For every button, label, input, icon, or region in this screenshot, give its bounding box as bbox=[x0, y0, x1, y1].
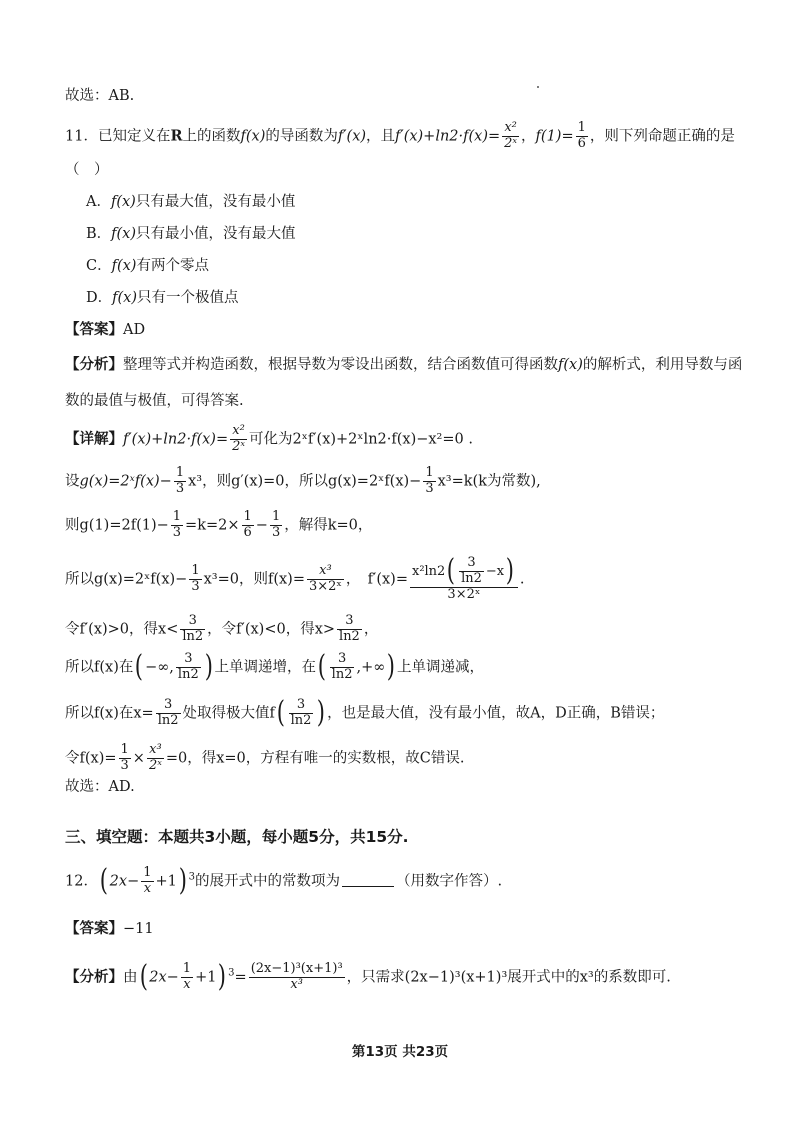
right-paren: ) bbox=[204, 649, 213, 685]
right-paren: ) bbox=[317, 695, 326, 731]
fraction-1-over-x: $\frac{1}{x}$ bbox=[143, 865, 152, 896]
left-paren: ( bbox=[317, 649, 326, 685]
option-b: B．f(x)只有最小值，没有最大值 bbox=[86, 226, 296, 242]
fraction-3-over-ln2: $\frac{3}{\ln 2}$ bbox=[177, 651, 199, 682]
fraction-one-third: $\frac{1}{3}$ bbox=[175, 465, 185, 496]
q11-stem: 11．已知定义在R上的函数f(x)的导函数为f′(x)，且f′(x)+ln2·f(x)= $\frac{\text{x²}}{\text{2ˣ}}$ ，f(1)= $\frac{1}{6}$ ，则下列命题正确的是 bbox=[65, 120, 735, 151]
fraction-one-third: $\frac{1}{3}$ bbox=[425, 465, 434, 496]
fraction-one-third: $\frac{1}{3}$ bbox=[172, 509, 182, 540]
right-paren: ) bbox=[218, 959, 227, 995]
previous-answer-line: 故选：AB. bbox=[65, 88, 135, 104]
q11-detail-1: 【详解】f′(x)+ln2·f(x)= $\frac{\text{x²}}{\text{2ˣ}}$ 可化为2ˣf′(x)+2ˣln2·f(x)−x²=0 . bbox=[65, 423, 473, 454]
q11-detail-8: 令f(x)= $\frac{1}{3}$ × $\frac{\text{x³}}{\text{2ˣ}}$ =0，得x=0，方程有唯一的实数根，故C错误. bbox=[65, 742, 465, 773]
fraction-one-sixth: $\frac{1}{6}$ bbox=[243, 509, 252, 540]
q11-analysis: 【分析】整理等式并构造函数，根据导数为零设出函数，结合函数值可得函数f(x)的解析式，利用导数与函 bbox=[65, 356, 743, 373]
fraction-one-third: $\frac{1}{3}$ bbox=[191, 562, 200, 594]
fraction-one-sixth: $\frac{1}{6}$ bbox=[577, 120, 586, 151]
section-title: 三、填空题：本题共3小题，每小题5分，共15分. bbox=[65, 828, 409, 846]
fraction-1-over-x: $\frac{1}{x}$ bbox=[182, 961, 192, 992]
fraction-fx: $\frac{\text{x³}}{\text{3×2ˣ}}$ bbox=[308, 562, 342, 594]
fraction-3-over-ln2: $\frac{3}{\ln 2}$ bbox=[182, 613, 204, 644]
right-paren: ) bbox=[505, 553, 515, 589]
right-paren: ) bbox=[387, 649, 396, 685]
q11-detail-2: 设g(x)=2ˣf(x)− $\frac{1}{3}$ x³，则g′(x)=0，所以g(x)=2ˣf(x)− $\frac{1}{3}$ x³=k(k为常数), bbox=[65, 465, 541, 496]
left-paren: ( bbox=[276, 695, 285, 731]
q12-stem: 12．( 2x− $\frac{1}{x}$ +1) $^3$的展开式中的常数项为 （用数字作答）. bbox=[65, 863, 503, 899]
right-paren: ) bbox=[178, 863, 187, 899]
left-paren: ( bbox=[447, 553, 456, 589]
q11-answer: 【答案】AD bbox=[65, 321, 146, 338]
fraction-3-over-ln2: $\frac{3}{\ln 2}$ bbox=[461, 555, 482, 586]
option-a: A．f(x)只有最大值，没有最小值 bbox=[86, 194, 296, 210]
fraction-3-over-ln2: $\frac{3}{\ln 2}$ bbox=[157, 697, 179, 728]
q11-detail-9: 故选：AD. bbox=[65, 779, 135, 795]
fraction-one-third: $\frac{1}{3}$ bbox=[120, 742, 129, 773]
scan-speck bbox=[537, 86, 539, 88]
q11-answer-paren: （ ） bbox=[65, 162, 109, 178]
fraction-one-third: $\frac{1}{3}$ bbox=[271, 509, 281, 540]
q12-answer: 【答案】−11 bbox=[65, 920, 154, 937]
left-paren: ( bbox=[99, 863, 108, 899]
q11-number: 11． bbox=[65, 128, 98, 145]
left-paren: ( bbox=[135, 649, 144, 685]
q11-detail-5: 令f′(x)>0，得x< $\frac{3}{\ln 2}$ ，令f′(x)<0，得x> $\frac{3}{\ln 2}$ ， bbox=[65, 613, 379, 644]
fraction-3-over-ln2: $\frac{3}{\ln 2}$ bbox=[331, 651, 353, 682]
fraction-x3-over-2x: $\frac{\text{x³}}{\text{2ˣ}}$ bbox=[148, 742, 162, 773]
option-c: C．f(x)有两个零点 bbox=[86, 258, 209, 274]
fraction-3-over-ln2: $\frac{3}{\ln 2}$ bbox=[339, 613, 360, 644]
fraction-3-over-ln2: $\frac{3}{\ln 2}$ bbox=[290, 697, 312, 728]
q11-analysis-cont: 数的最值与极值，可得答案. bbox=[65, 393, 244, 409]
fraction-expansion: $\frac{\text{(2x−1)³(x+1)³}}{\text{x³}}$ bbox=[250, 961, 343, 992]
q11-detail-3: 则g(1)=2f(1)− $\frac{1}{3}$ =k=2× $\frac{1}{6}$ − $\frac{1}{3}$ ，解得k=0， bbox=[65, 509, 373, 540]
q11-detail-7: 所以f(x)在x= $\frac{3}{\ln 2}$ 处取得极大值f( $\frac{3}{\ln 2}$ ) ，也是最大值，没有最小值，故A，D正确，B错误； bbox=[65, 695, 665, 731]
left-paren: ( bbox=[139, 959, 148, 995]
q12-analysis: 【分析】由( 2x− $\frac{1}{x}$ +1) $^3$= $\frac{\text{(2x−1)³(x+1)³}}{\text{x³}}$ ，只需求(2x−1)³(x+1)³展开式中的x³的系数即可. bbox=[65, 959, 671, 995]
fraction-fprime: x²ln2( $\frac{3}{\ln 2}$ −x) 3×2ˣ bbox=[410, 556, 518, 603]
q11-detail-4: 所以g(x)=2ˣf(x)− $\frac{1}{3}$ x³=0，则f(x)= $\frac{\text{x³}}{\text{3×2ˣ}}$ ， f′(x)= x²ln2( $\frac{3}{\ln 2}$ −x) 3×2ˣ . bbox=[65, 553, 525, 602]
q11-detail-6: 所以f(x)在( −∞, $\frac{3}{\ln 2}$ ) 上单调递增，在( $\frac{3}{\ln 2}$ ,+∞) 上单调递减， bbox=[65, 649, 485, 685]
fraction-x2-over-2x: $\frac{\text{x²}}{\text{2ˣ}}$ bbox=[232, 423, 246, 454]
fraction-x2-over-2x: $\frac{\text{x²}}{\text{2ˣ}}$ bbox=[504, 120, 518, 151]
answer-blank bbox=[342, 886, 394, 887]
page-footer: 第13页 共23页 bbox=[351, 1044, 449, 1060]
option-d: D．f(x)只有一个极值点 bbox=[86, 290, 239, 306]
